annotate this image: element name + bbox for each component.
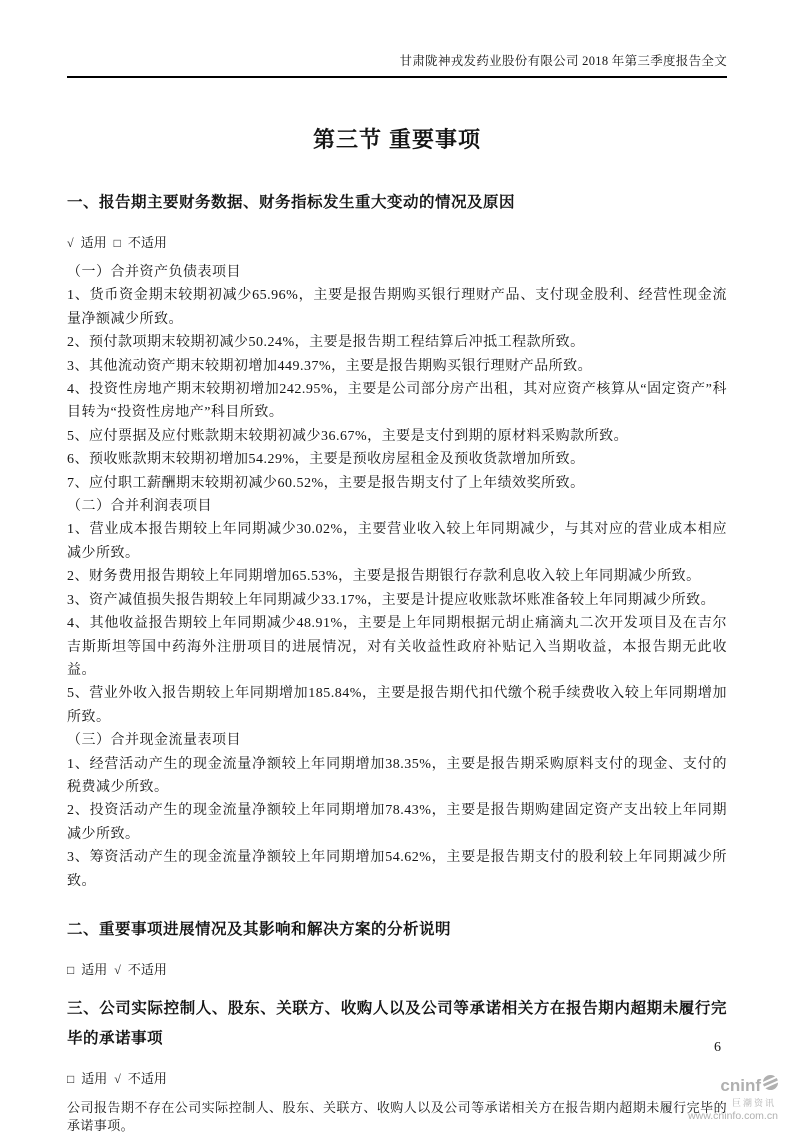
not-applicable-label: 不适用 bbox=[127, 961, 167, 977]
body-paragraph: 5、应付票据及应付账款期末较期初减少36.67%，主要是支付到期的原材料采购款所致。 bbox=[67, 428, 629, 444]
body-paragraph: 3、其他流动资产期末较期初增加449.37%，主要是报告期购买银行理财产品所致。 bbox=[67, 358, 593, 374]
body-paragraph: 3、筹资活动产生的现金流量净额较上年同期增加54.62%，主要是报告期支付的股利较上年同期减少所致。 bbox=[67, 850, 727, 889]
section-2-heading: 二、重要事项进展情况及其影响和解决方案的分析说明 bbox=[67, 920, 452, 938]
report-header bbox=[67, 54, 727, 78]
not-applicable-checkbox: √ bbox=[114, 962, 121, 977]
section-1-heading: 一、报告期主要财务数据、财务指标发生重大变动的情况及原因 bbox=[67, 194, 516, 211]
not-applicable-checkbox: □ bbox=[113, 236, 121, 250]
section-1-body bbox=[67, 261, 727, 893]
applicable-checkbox: √ bbox=[67, 236, 74, 250]
subsection-heading: （二）合并利润表项目 bbox=[67, 499, 212, 515]
subsection-heading: （一）合并资产负债表项目 bbox=[67, 265, 241, 280]
cninfo-brand-text: cninf bbox=[720, 1075, 761, 1095]
body-paragraph: 6、预收账款期末较期初增加54.29%，主要是预收房屋租金及预收货款增加所致。 bbox=[67, 452, 585, 468]
body-paragraph: 2、预付款项期末较期初减少50.24%，主要是报告期工程结算后冲抵工程款所致。 bbox=[67, 335, 585, 351]
applicable-checkbox: □ bbox=[67, 962, 75, 977]
body-paragraph: 2、投资活动产生的现金流量净额较上年同期增加78.43%，主要是报告期购建固定资产支出较上年同期减少所致。 bbox=[67, 803, 727, 842]
body-paragraph: 4、投资性房地产期末较期初增加242.95%，主要是公司部分房产出租，其对应资产核算从“固定资产”科目转为“投资性房地产”科目所致。 bbox=[67, 382, 727, 421]
body-paragraph: 2、财务费用报告期较上年同期增加65.53%，主要是报告期银行存款利息收入较上年同期减少所致。 bbox=[67, 569, 701, 585]
cninfo-url: www.cninfo.com.cn bbox=[688, 1110, 778, 1122]
body-paragraph: 5、营业外收入报告期较上年同期增加185.84%，主要是报告期代扣代缴个税手续费收入较上年同期增加所致。 bbox=[67, 686, 727, 725]
body-paragraph: 7、应付职工薪酬期末较期初减少60.52%，主要是报告期支付了上年绩效奖所致。 bbox=[67, 475, 585, 491]
section-3-note: 公司报告期不存在公司实际控制人、股东、关联方、收购人以及公司等承诺相关方在报告期内超期未履行完毕的承诺事项。 bbox=[67, 1099, 727, 1133]
section-1-applicability-line bbox=[67, 234, 727, 252]
not-applicable-checkbox: √ bbox=[114, 1071, 121, 1086]
applicable-label: 适用 bbox=[80, 235, 107, 250]
cninfo-brand-row bbox=[677, 1074, 789, 1096]
body-paragraph: 1、货币资金期末较期初减少65.96%，主要是报告期购买银行理财产品、支付现金股利、经营性现金流量净额减少所致。 bbox=[67, 288, 727, 327]
applicable-checkbox: □ bbox=[67, 1071, 75, 1086]
applicable-label: 适用 bbox=[81, 961, 108, 977]
section-3-heading: 三、公司实际控制人、股东、关联方、收购人以及公司等承诺相关方在报告期内超期未履行完毕的承诺事项 bbox=[67, 999, 727, 1047]
page-number: 6 bbox=[714, 1040, 721, 1055]
body-paragraph: 3、资产减值损失报告期较上年同期减少33.17%，主要是计提应收账款坏账准备较上年同期减少所致。 bbox=[67, 592, 716, 608]
cninfo-subtitle: 巨潮资讯 bbox=[731, 1098, 776, 1108]
body-paragraph: 1、经营活动产生的现金流量净额较上年同期增加38.35%，主要是报告期采购原料支付的现金、支付的税费减少所致。 bbox=[67, 756, 727, 795]
section-2-applicability-line bbox=[67, 961, 727, 979]
not-applicable-label: 不适用 bbox=[127, 235, 167, 250]
report-header-text: 甘肃陇神戎发药业股份有限公司 2018 年第三季度报告全文 bbox=[399, 54, 727, 68]
not-applicable-label: 不适用 bbox=[127, 1070, 167, 1086]
section-3-applicability-line bbox=[67, 1070, 727, 1088]
body-paragraph: 1、营业成本报告期较上年同期减少30.02%，主要营业收入较上年同期减少，与其对应的营业成本相应减少所致。 bbox=[67, 522, 727, 561]
body-paragraph: 4、其他收益报告期较上年同期减少48.91%，主要是上年同期根据元胡止痛滴丸二次开发项目及在吉尔吉斯斯坦等国中药海外注册项目的进展情况，对有关收益性政府补贴记入当期收益，本报告期无此收益。 bbox=[67, 616, 727, 678]
subsection-heading: （三）合并现金流量表项目 bbox=[67, 733, 241, 749]
cninfo-swoosh-icon bbox=[762, 1074, 779, 1096]
applicable-label: 适用 bbox=[81, 1070, 108, 1086]
page-title: 第三节 重要事项 bbox=[312, 127, 482, 152]
cninfo-logo bbox=[677, 1074, 789, 1122]
